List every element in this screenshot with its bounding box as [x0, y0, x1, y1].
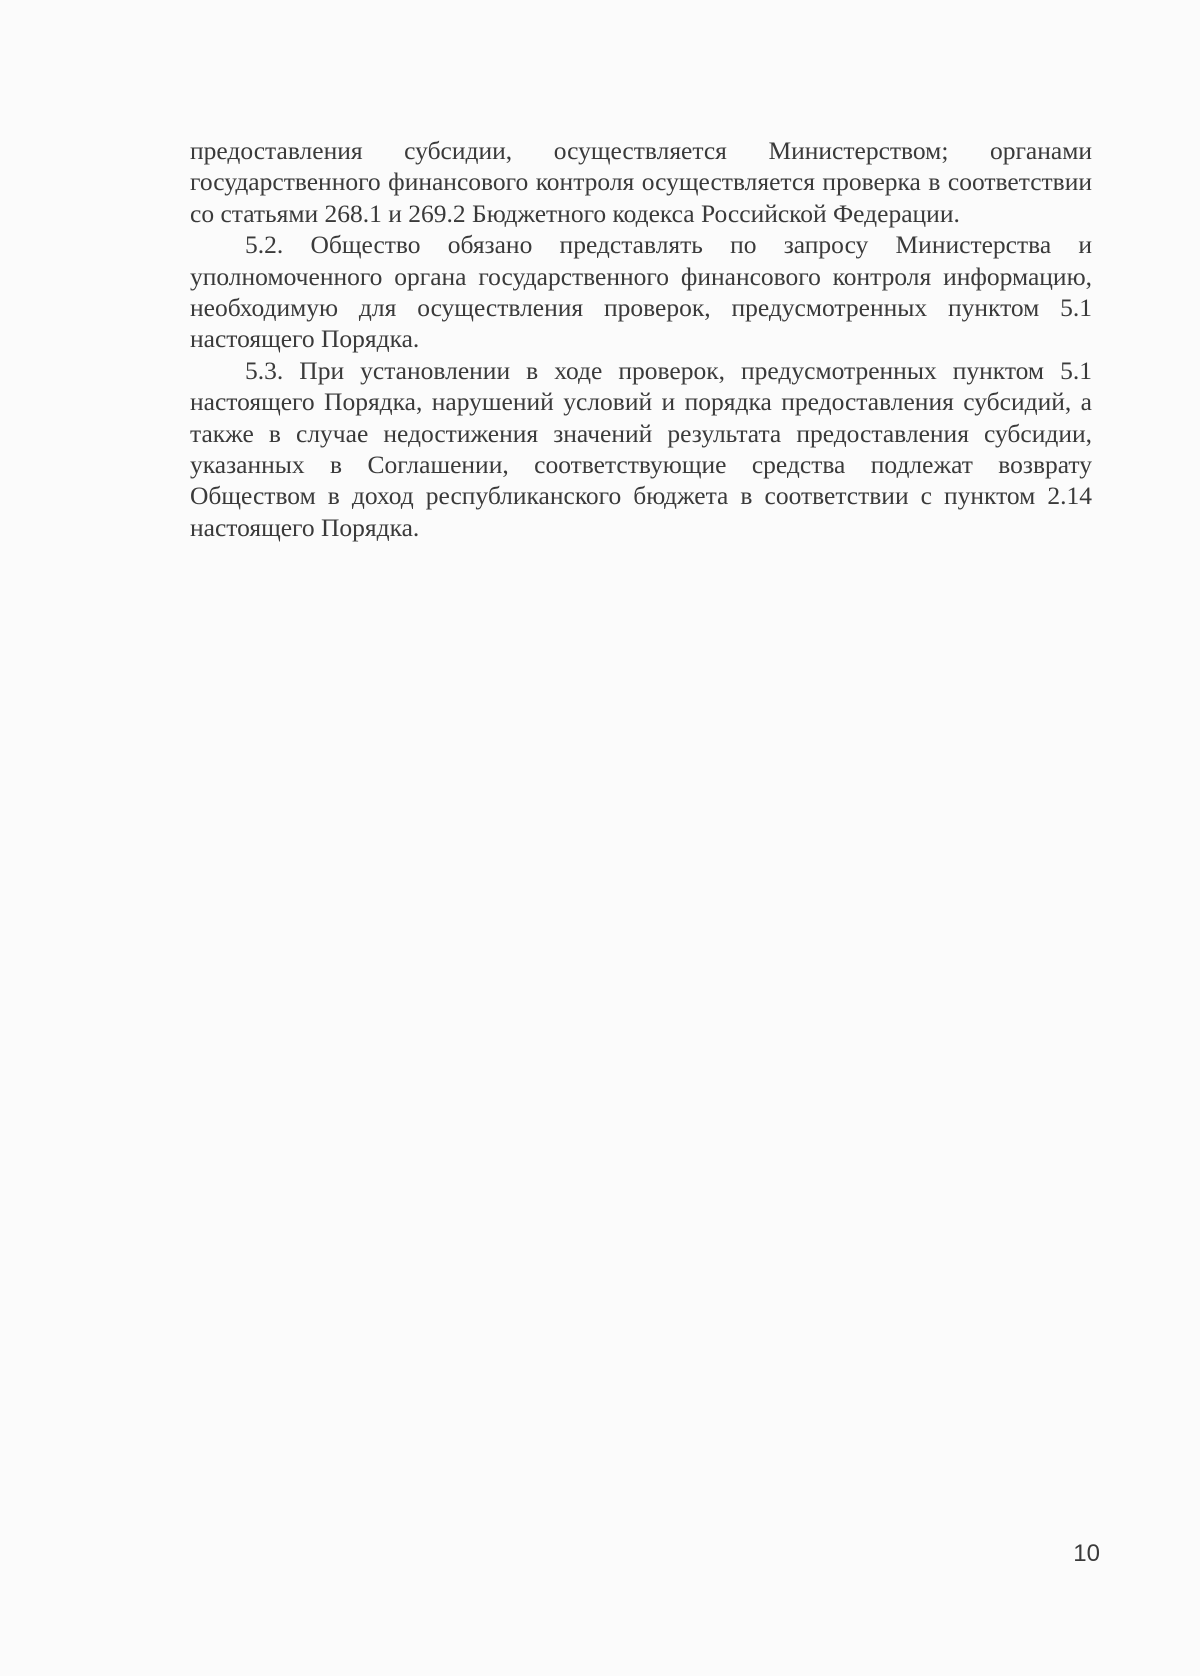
paragraph-5-2: 5.2. Общество обязано представлять по запросу Министерства и уполномоченного органа государственного финансового контроля информацию, необходимую для осуществления проверок, предусмотренных пунктом 5.1 настоящего Порядка.: [190, 230, 1092, 354]
paragraph-continuation: предоставления субсидии, осуществляется Министерством; органами государственного финансового контроля осуществляется проверка в соответствии со статьями 268.1 и 269.2 Бюджетного кодекса Российской Федерации.: [190, 136, 1092, 228]
paragraph-5-3: 5.3. При установлении в ходе проверок, предусмотренных пунктом 5.1 настоящего Порядка, нарушений условий и порядка предоставления субсидий, а также в случае недостижения значений результата предоставления субсидии, указанных в Соглашении, соответствующие средства подлежат возврату Обществом в доход республиканского бюджета в соответствии с пунктом 2.14 настоящего Порядка.: [190, 355, 1092, 542]
page-number: 10: [1073, 1540, 1100, 1567]
body-text: [190, 135, 1092, 543]
